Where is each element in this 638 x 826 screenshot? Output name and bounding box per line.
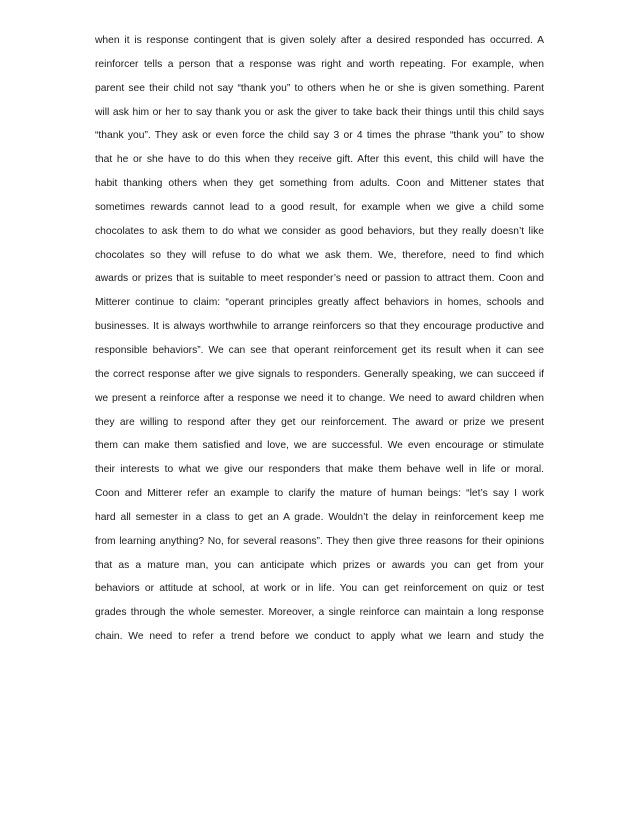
text-line: Mitterer continue to claim: “operant principles greatly affect behaviors in homes, schools and [95,297,544,309]
text-line: parent see their child not say “thank you” to others when he or she is given something. Parent [95,82,544,94]
text-line: Coon and Mitterer refer an example to clarify the mature of human beings: “let’s say I work [95,488,544,500]
text-line: businesses. It is always worthwhile to arrange reinforcers so that they encourage productive and [95,321,544,333]
text-line: we present a reinforce after a response we need it to change. We need to award children when [95,392,544,404]
text-line: they are willing to respond after they get our reinforcement. The award or prize we present [95,416,544,428]
text-line: them can make them satisfied and love, we are successful. We even encourage or stimulate [95,440,544,452]
text-line: the correct response after we give signals to responders. Generally speaking, we can succeed if [95,368,544,380]
text-line: chocolates to ask them to do what we consider as good behaviors, but they really doesn’t like [95,225,544,237]
text-line: that as a mature man, you can anticipate which prizes or awards you can get from your [95,559,544,571]
text-line: their interests to what we give our responders that make them behave well in life or moral. [95,464,544,476]
text-line: chain. We need to refer a trend before we conduct to apply what we learn and study the [95,631,544,643]
text-line: from learning anything? No, for several reasons”. They then give three reasons for their opinions [95,535,544,547]
text-line: grades through the whole semester. Moreover, a single reinforce can maintain a long response [95,607,544,619]
text-line: “thank you”. They ask or even force the child say 3 or 4 times the phrase “thank you” to show [95,130,544,142]
text-line: when it is response contingent that is given solely after a desired responded has occurred. A [95,35,544,46]
text-line: hard all semester in a class to get an A grade. Wouldn’t the delay in reinforcement keep me [95,511,544,523]
text-line: that he or she have to do this when they receive gift. After this event, this child will have the [95,154,544,166]
text-line: habit thanking others when they get something from adults. Coon and Mittener states that [95,178,544,190]
text-line: chocolates so they will refuse to do what we ask them. We, therefore, need to find which [95,249,544,261]
text-line: reinforcer tells a person that a response was right and worth repeating. For example, when [95,58,544,70]
text-line: sometimes rewards cannot lead to a good result, for example when we give a child some [95,201,544,213]
text-line: awards or prizes that is suitable to meet responder’s need or passion to attract them. Coon and [95,273,544,285]
body-paragraph [95,29,544,649]
text-line: will ask him or her to say thank you or ask the giver to take back their things until this child says [95,106,544,118]
text-line: behaviors or attitude at school, at work or in life. You can get reinforcement on quiz or test [95,583,544,595]
text-line: responsible behaviors”. We can see that operant reinforcement get its result when it can see [95,344,544,356]
